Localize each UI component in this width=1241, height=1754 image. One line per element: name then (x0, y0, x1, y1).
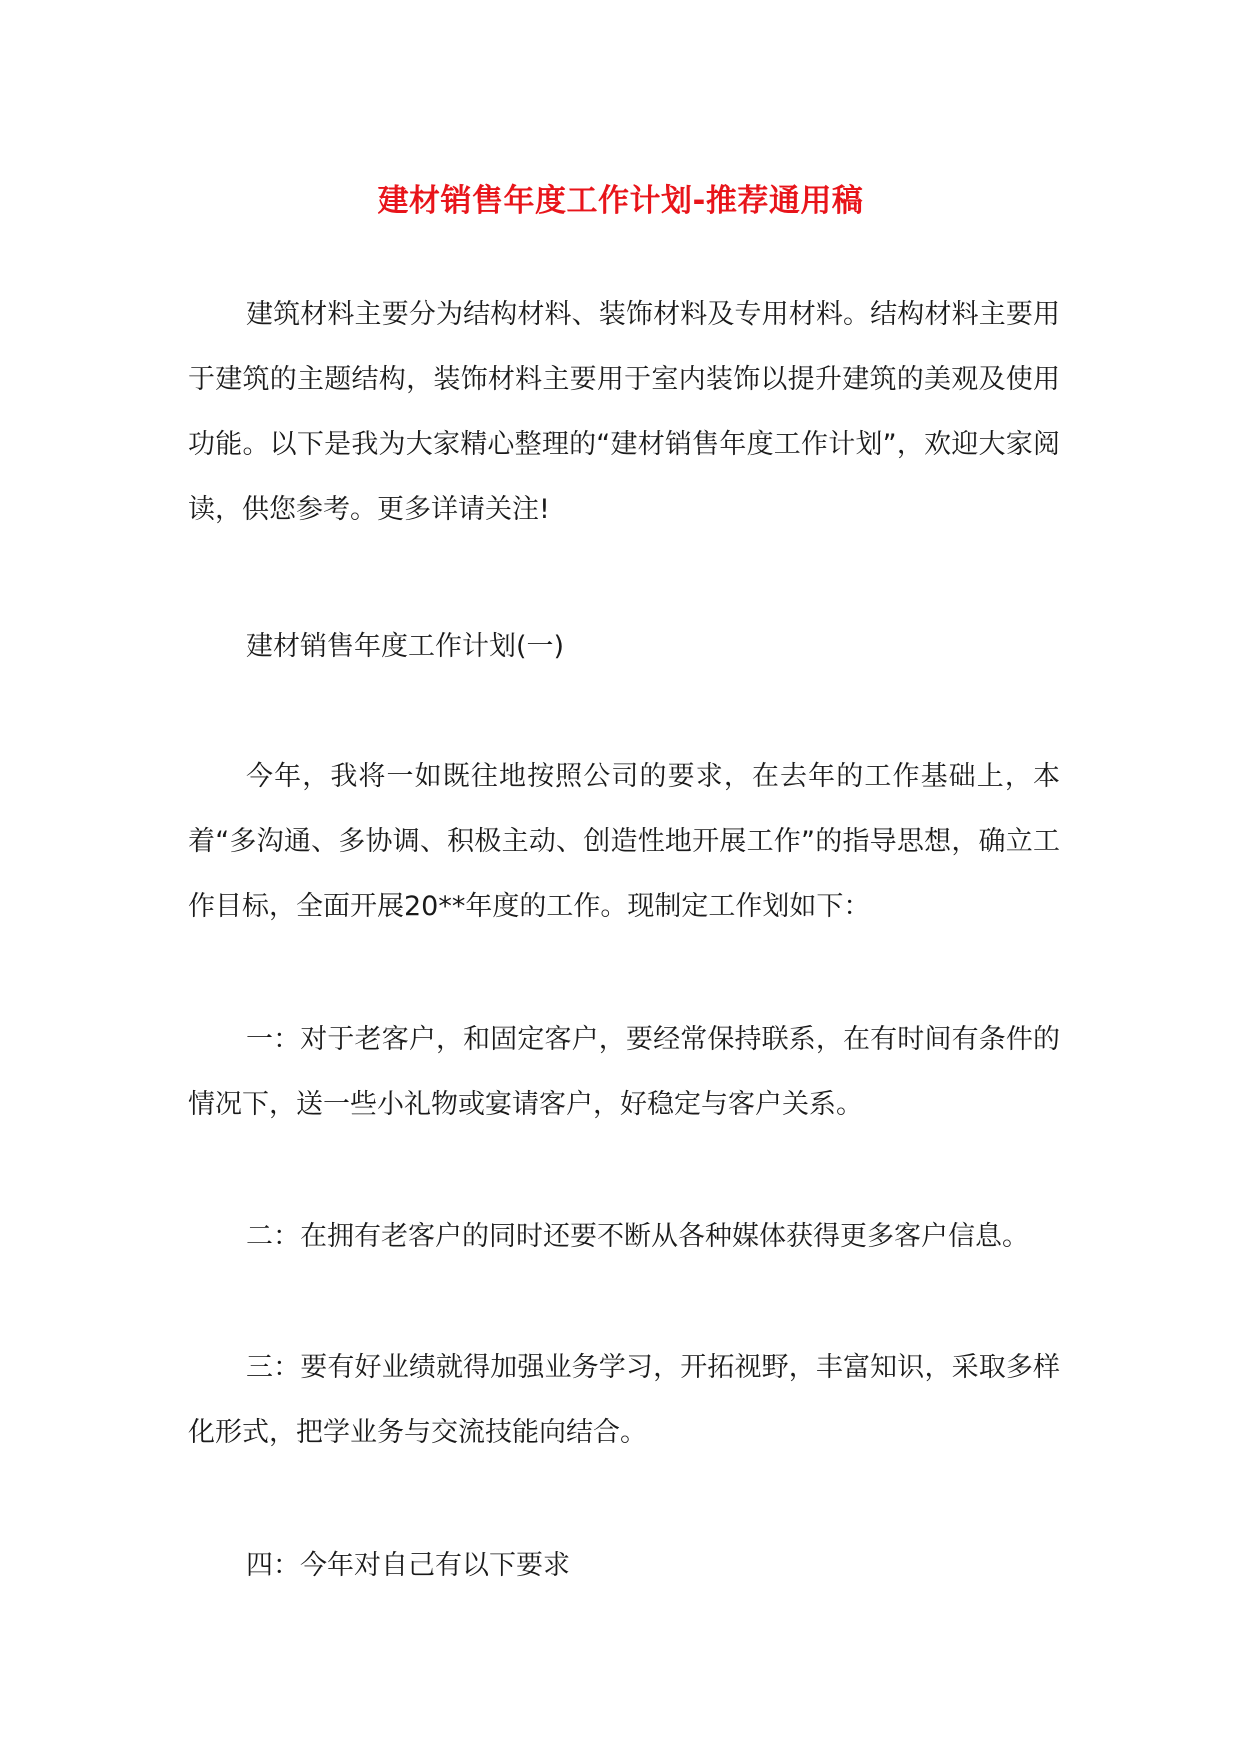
intro-paragraph: 建筑材料主要分为结构材料、装饰材料及专用材料。结构材料主要用于建筑的主题结构，装饰材料主要用于室内装饰以提升建筑的美观及使用功能。以下是我为大家精心整理的“建材销售年度工作计划”，欢迎大家阅读，供您参考。更多详请关注! (188, 299, 1060, 525)
opening-paragraph: 今年，我将一如既往地按照公司的要求，在去年的工作基础上，本着“多沟通、多协调、积极主动、创造性地开展工作”的指导思想，确立工作目标，全面开展20**年度的工作。现制定工作划如下： (188, 761, 1060, 922)
document-title: 建材销售年度工作计划-推荐通用稿 (377, 182, 864, 219)
plan-item-2: 二：在拥有老客户的同时还要不断从各种媒体获得更多客户信息。 (246, 1221, 1029, 1252)
plan-item-4: 四：今年对自己有以下要求 (246, 1550, 570, 1581)
plan-item-3: 三：要有好业绩就得加强业务学习，开拓视野，丰富知识，采取多样化形式，把学业务与交流技能向结合。 (188, 1352, 1060, 1448)
plan-item-1: 一：对于老客户，和固定客户，要经常保持联系，在有时间有条件的情况下，送一些小礼物或宴请客户，好稳定与客户关系。 (188, 1024, 1060, 1120)
section-subtitle: 建材销售年度工作计划(一) (246, 631, 565, 662)
